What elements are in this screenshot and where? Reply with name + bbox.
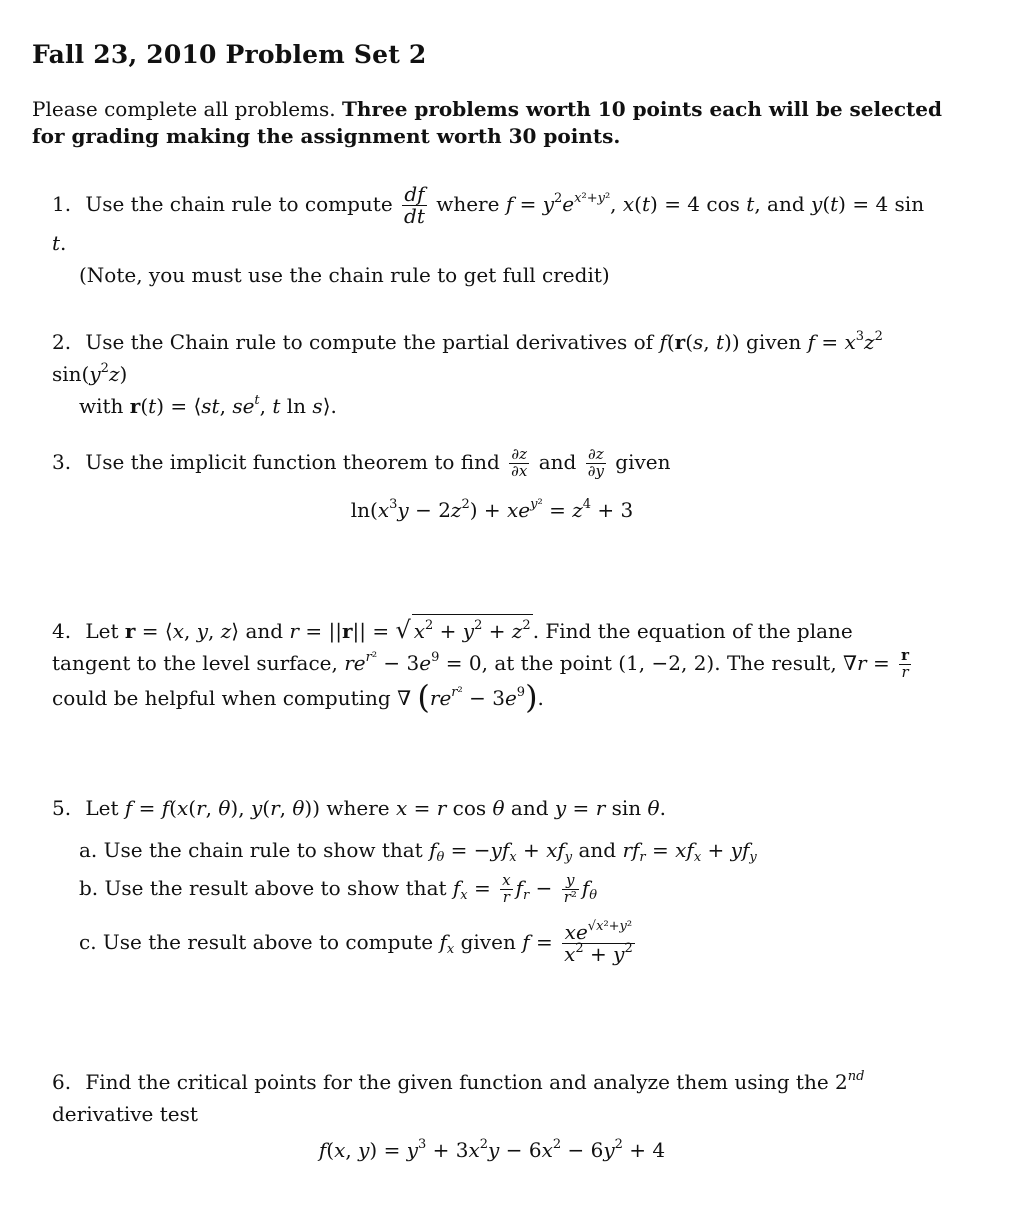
- problem-text: and: [245, 619, 284, 643]
- problem-number: 3.: [52, 450, 72, 474]
- subpart-c: c. Use the result above to compute $f_x$ given f = $\frac{xe^{√x^2+y^2}}{x^2 + y^2}$: [79, 918, 633, 966]
- subpart-label: a.: [79, 838, 98, 862]
- problem-number: 4.: [52, 619, 72, 643]
- problem-text: given: [746, 330, 802, 354]
- subpart-b: b. Use the result above to show that $f_x$ = $\frac{x}{r}$ $f_r$ − $\frac{y}{\text{r²}}$ $f_\theta$: [79, 871, 598, 906]
- subpart-text: Use the result above to show that: [104, 876, 447, 900]
- problem-text: Use the Chain rule to compute the partial derivatives of: [85, 330, 654, 354]
- math-x-of-t: x: [622, 192, 635, 216]
- subpart-label: b.: [79, 876, 99, 900]
- problem-text: Find the equation of the plane tangent to the level surface,: [52, 619, 853, 675]
- problem-text: The result,: [726, 651, 837, 675]
- problem-text: derivative test: [52, 1102, 198, 1126]
- problem-text: with: [79, 394, 124, 418]
- problem-text: where: [326, 796, 390, 820]
- subpart-label: c.: [79, 929, 97, 954]
- math-equation-6: f(x, $y) = y^3 + 3x^2y - 6x^2 - 6y^2 + 4$: [318, 1137, 666, 1162]
- problem-number: 2.: [52, 330, 72, 354]
- problem-text: Use the implicit function theorem to find: [85, 450, 500, 474]
- problem-text: Let: [85, 796, 119, 820]
- subpart-a: a. Use the chain rule to show that $f_\theta = -yf_x + xf_y$ and $rf_r = xf_x + yf_y$: [79, 838, 757, 865]
- problem-3: 3. Use the implicit function theorem to find $\frac{\partial z}{\partial x}$ and $\frac{\partial z}{\partial y}$ given $\ln(x^3y - 2z^2) + xe^{y^2} = z^4 + 3$: [52, 446, 932, 526]
- subpart-text: given: [460, 929, 516, 954]
- problem-text: could be helpful when computing: [52, 685, 391, 710]
- intro-paragraph: [32, 96, 962, 150]
- math-y-of-t: y: [811, 192, 823, 216]
- math-equation-3: $\ln(x^3y - 2z^2) + xe^{y^2} = z^4 + 3$: [350, 496, 634, 522]
- problem-1: 1. Use the chain rule to compute $\frac{df}{dt}$ where $f = y^2e^{x^2+y^2}$, x(t) = 4 cos t, and y(t) = 4 sin t. (Note, you must use the chain rule to get full credit): [52, 184, 932, 291]
- problem-4: 4. Let r = ⟨x, y, z⟩ and r = ||r|| = √ $x^2 + y^2 + z^2$ . Find the equation of the plane tangent to the level surface, $re^{r^2} - 3e^9 = 0$, at the point (1, −2, 2). The result, ∇r = $\frac{r}{r}$ could be helpful when computing ∇ $(re^{r^2} - 3e^9)$.: [52, 616, 909, 716]
- intro-plain-text: Please complete all problems.: [32, 97, 336, 121]
- problem-6: [52, 1066, 932, 1166]
- problem-text: and: [538, 450, 577, 474]
- problem-number: 5.: [52, 796, 72, 820]
- ordinal-superscript: nd: [847, 1069, 865, 1084]
- problem-number: 1.: [52, 192, 72, 216]
- math-derivative-df-dt: $\frac{df}{dt}$: [404, 182, 425, 228]
- problem-text: and: [767, 192, 805, 216]
- problem-text: Let: [85, 619, 119, 643]
- problem-text: where: [436, 192, 500, 216]
- intro-bold-text: Three problems worth 10 points each will be selected for grading making the assignment worth 30 points.: [32, 97, 942, 148]
- problem-note: (Note, you must use the chain rule to get full credit): [79, 263, 610, 287]
- page-title: Fall 23, 2010 Problem Set 2: [32, 40, 427, 69]
- subpart-text: Use the chain rule to show that: [103, 838, 423, 862]
- math-f-definition: f: [505, 192, 514, 216]
- subpart-text: and: [578, 838, 617, 862]
- problem-number: 6.: [52, 1070, 72, 1094]
- problem-text: and: [510, 796, 549, 820]
- subpart-text: Use the result above to compute: [102, 929, 434, 954]
- problem-5: 5. Let f = f(x(r, θ), y(r, θ)) where x = r cos θ and y = r sin θ. a. Use the chain rule to show that $f_\theta = -yf_x + xf_y$ and $rf_r = xf_x + yf_y$ b. Use the result above to show that $f_x$ = $\frac{x}{r}$ $f_r$ − $\frac{y}{\text{r²}}$ $f_\theta$ c. Use the result above to compute $f_x$ given f = $\frac{xe^{√x^2+y^2}}{x^2 + y^2}$: [52, 792, 932, 971]
- problem-text: at the point: [494, 651, 612, 675]
- problem-text: Find the critical points for the given function and analyze them using the 2: [85, 1070, 848, 1094]
- subpart-list: [52, 834, 932, 965]
- problem-text: given: [615, 450, 671, 474]
- problem-text: Use the chain rule to compute: [85, 192, 393, 216]
- problem-2: 2. Use the Chain rule to compute the partial derivatives of f(r(s, t)) given $f = x^3z^2$ $\sin(y^2z)$ with r(t) = ⟨st, $se^t$, t ln s⟩.: [52, 326, 932, 422]
